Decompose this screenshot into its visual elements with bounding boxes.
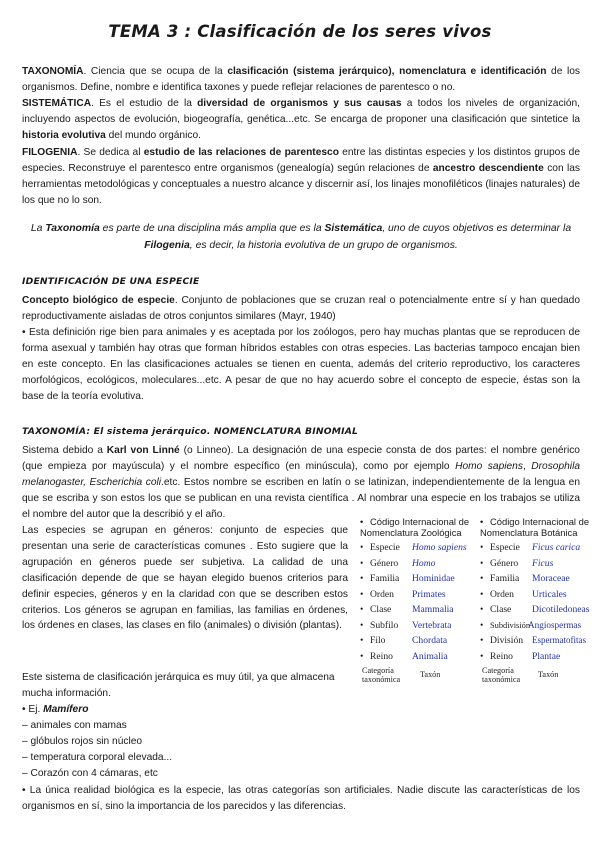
list-item: – Corazón con 4 cámaras, etc xyxy=(22,767,158,779)
rank-label: Clase xyxy=(490,604,512,615)
text: con las herramientas metodológicas y conceptuales a nuestro alcance y discernir así, los linajes monofiléticos (linajes naturales) de los que no lo son. xyxy=(22,162,581,206)
text: . Es el estudio de la xyxy=(91,98,198,109)
bold-text: Sistemática xyxy=(324,223,383,234)
taxon-value: Chordata xyxy=(412,635,448,646)
table-header-text: Código Internacional de Nomenclatura Zoológica xyxy=(360,516,470,538)
text: es parte de una disciplina más amplia que es la xyxy=(99,223,325,234)
paragraph-sistema-util: Este sistema de clasificación jerárquica es muy útil, ya que almacena mucha información. xyxy=(22,672,335,699)
taxon-value: Vertebrata xyxy=(412,619,452,631)
section-heading-identificacion: IDENTIFICACIÓN DE UNA ESPECIE xyxy=(22,276,200,287)
table-row: • Reino Animalia xyxy=(360,650,448,662)
taxon-value: Angiospermas xyxy=(528,619,582,630)
table-header-text: Código Internacional de Nomenclatura Botánica xyxy=(480,516,590,538)
paragraph-linne xyxy=(22,443,580,523)
rank-label: Género xyxy=(490,557,519,569)
rank-label: Familia xyxy=(490,573,520,584)
table-row: • Familia Moraceae xyxy=(480,573,570,584)
list-item xyxy=(22,702,580,718)
text: . Ciencia que se ocupa de la xyxy=(83,66,228,77)
text: . Se dedica al xyxy=(77,147,144,158)
taxon-value: Primates xyxy=(412,588,446,600)
bold-text: ancestro descendiente xyxy=(432,162,544,174)
bold-text: clasificación (sistema jerárquico), nomenclatura e identificación xyxy=(227,66,547,77)
table-row: • Género Homo xyxy=(360,557,436,569)
paragraph-generos: Las especies se agrupan en géneros: conjunto de especies que presentan una serie de características comunes . Esto sugiere que la agrupación en géneros puede ser subjetiva. La calidad de una clasificación depende de que se hayan elegido buenos criterios para definir especies, géneros y en la claridad con que se describen estos criterios. Los géneros se agrupan en familias, las familias en órdenes, los órdenes en clases, las clases en filo (animales) o división (plantas). xyxy=(22,525,348,632)
taxon-value: Ficus carica xyxy=(532,542,581,553)
table-row: • Orden Urticales xyxy=(480,588,567,600)
paragraph-taxonomia xyxy=(22,64,580,96)
bullet: • xyxy=(360,516,364,527)
paragraph-sistematica xyxy=(22,96,580,144)
text: • Ej. xyxy=(22,704,44,715)
table-row: • División Espermatofitas xyxy=(480,635,586,646)
footer-category-label: Categoría taxonómica xyxy=(482,666,521,684)
taxon-value: Hominidae xyxy=(412,573,455,584)
zoological-code-table xyxy=(360,516,478,686)
table-row: • Filo Chordata xyxy=(360,635,448,646)
paragraph-conclusion: • La única realidad biológica es la especie, las otras categorías son artificiales. Nadie discute las características de los organismos en sí, sino la importancia de los parecidos y las diferencias. xyxy=(22,785,580,812)
rank-label: Subfilo xyxy=(370,619,399,631)
text: (o Linneo). La designación de una especie consta de dos partes: el nombre genérico (que empieza por mayúscula) y el nombre específico (en minúscula), como por ejemplo xyxy=(22,445,580,472)
text: entre las distintas especies y los distintos grupos de especies. Reconstruye el parentesco entre organismos (genealogía) según relaciones de xyxy=(22,147,580,174)
text: La xyxy=(30,223,46,234)
bold-text: Concepto biológico de especie xyxy=(22,295,175,306)
text: , uno de cuyos objetivos es determinar la xyxy=(382,223,572,234)
taxon-value: Urticales xyxy=(532,588,567,600)
table-row: • Reino Plantae xyxy=(480,650,561,662)
rank-label: Familia xyxy=(370,573,400,584)
example-name: Mamífero xyxy=(43,704,89,715)
text: de los organismos. Define, nombre e identifica taxones y puede reflejar relaciones de parentesco o no. xyxy=(22,66,580,93)
list-item: – glóbulos rojos sin núcleo xyxy=(22,735,143,747)
bold-text: diversidad de organismos y sus causas xyxy=(197,98,402,109)
list-item: – temperatura corporal elevada... xyxy=(22,751,173,763)
term-filogenia: FILOGENIA xyxy=(22,147,78,158)
bold-text: historia evolutiva xyxy=(22,129,106,141)
table-row: • Especie Ficus carica xyxy=(480,542,581,553)
footer-taxon-label: Taxón xyxy=(538,670,559,679)
text: , xyxy=(522,460,532,472)
bold-text: estudio de las relaciones de parentesco xyxy=(143,147,339,158)
text: , es decir, la historia evolutiva de un grupo de organismos. xyxy=(189,240,458,251)
table-row: • Subdivisión Angiospermas xyxy=(480,619,582,631)
text: . Conjunto de poblaciones que se cruzan real o potencialmente entre sí y han quedado reproductivamente aisladas de otros conjuntos similares (Mayr, 1940) xyxy=(22,295,580,322)
page-title: TEMA 3 : Clasificación de los seres vivos xyxy=(108,22,492,41)
example-list xyxy=(22,702,580,782)
table-row: • Orden Primates xyxy=(360,588,446,600)
taxon-value: Homo xyxy=(412,557,436,569)
text: .etc. Estos nombre se escriben en latín o se latinizan, independientemente de la lengua en que se escriba y son estos los que se publican en una revista científica . Al nombrar una especie en los trabajos se utiliza el nombre del autor que la describió y el año. xyxy=(22,476,580,520)
italic-text: Homo sapiens xyxy=(455,460,523,472)
rank-label: Especie xyxy=(370,542,400,553)
rank-label: Orden xyxy=(490,588,514,600)
section-heading-taxonomia: TAXONOMÍA: El sistema jerárquico. NOMENCLATURA BINOMIAL xyxy=(22,426,359,437)
table-row: • Subfilo Vertebrata xyxy=(360,619,452,631)
highlight-quote xyxy=(22,220,580,254)
taxon-value: Dicotiledoneas xyxy=(532,604,590,615)
text: a todos los niveles de organización, incluyendo aspectos de evolución, biogeografía, genética...etc. Se encarga de proponer una clasificación que sintetice la xyxy=(22,98,580,125)
text: del mundo orgánico. xyxy=(105,129,201,141)
paragraph-filogenia xyxy=(22,145,580,209)
taxon-value: Plantae xyxy=(532,650,561,662)
bold-text: Taxonomía xyxy=(45,223,100,234)
paragraph-definicion: • Esta definición rige bien para animales y es aceptada por los zoólogos, pero hay muchas plantas que se reproducen de forma asexual y también hay otras que forman híbridos estables con otras especies. Las bacterias tampoco encajan bien en este concepto. En las clasificaciones actuales se tienen en cuenta, además del criterio reproductivo, los caracteres morfológicos, ecológicos, moleculares...etc. A pesar de que no hay acuerdo sobre el concepto de especie, éstas son la base de la teoría evolutiva. xyxy=(22,327,580,402)
rank-label: Especie xyxy=(490,542,520,553)
taxon-value: Ficus xyxy=(532,557,554,569)
rank-label: Filo xyxy=(370,635,386,646)
italic-text: Drosophila melanogaster, Escherichia coli xyxy=(22,460,580,488)
table-row: • Género Ficus xyxy=(480,557,554,569)
taxon-value: Homo sapiens xyxy=(412,542,467,553)
table-header xyxy=(480,516,598,538)
rank-label: Clase xyxy=(370,604,392,615)
paragraph-concepto-especie xyxy=(22,293,580,325)
rank-label: Orden xyxy=(370,588,394,600)
table-row: • Clase Dicotiledoneas xyxy=(480,604,590,615)
term-sistematica: SISTEMÁTICA xyxy=(22,98,92,109)
taxon-value: Mammalia xyxy=(412,604,454,615)
rank-label: Reino xyxy=(370,650,393,662)
taxon-value: Animalia xyxy=(412,650,448,662)
footer-category-label: Categoría taxonómica xyxy=(362,666,401,684)
rank-label: Subdivisión xyxy=(490,620,531,630)
table-row: • Especie Homo sapiens xyxy=(360,542,467,553)
bold-text: Filogenia xyxy=(144,240,190,251)
bullet: • xyxy=(480,516,484,527)
taxon-value: Moraceae xyxy=(532,573,570,584)
text: Sistema debido a xyxy=(22,445,107,456)
taxon-value: Espermatofitas xyxy=(532,635,586,645)
rank-label: División xyxy=(490,635,524,646)
table-row: • Familia Hominidae xyxy=(360,573,455,584)
rank-label: Reino xyxy=(490,650,513,662)
term-taxonomia: TAXONOMÍA xyxy=(22,66,84,77)
table-row: • Clase Mammalia xyxy=(360,604,454,615)
rank-label: Género xyxy=(370,557,399,569)
footer-taxon-label: Taxón xyxy=(420,670,441,679)
botanical-code-table xyxy=(480,516,598,686)
list-item: – animales con mamas xyxy=(22,719,127,731)
table-header xyxy=(360,516,478,538)
bold-text: Karl von Linné xyxy=(106,445,180,456)
